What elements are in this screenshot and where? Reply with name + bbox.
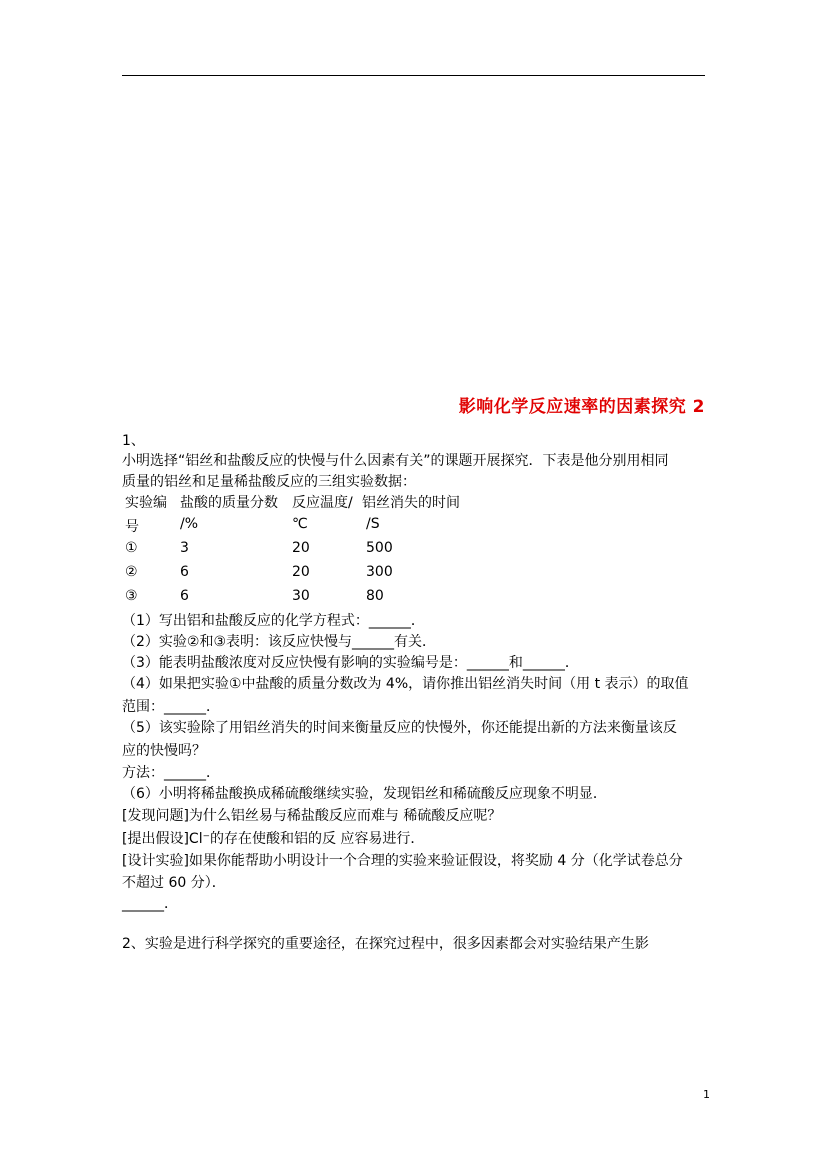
q1-intro-line1: 小明选择“铝丝和盐酸反应的快慢与什么因素有关”的课题开展探究．下表是他分别用相同 — [122, 453, 669, 469]
q2-text: 2、实验是进行科学探究的重要途径，在探究过程中，很多因素都会对实验结果产生影 — [122, 936, 649, 952]
q1-answer-blank: ______． — [122, 896, 178, 912]
table-header-cell: 盐酸的质量分数 — [180, 495, 278, 511]
q1-design-line1: [设计实验]如果你能帮助小明设计一个合理的实验来验证假设，将奖励 4 分（化学试卷总分 — [122, 853, 683, 869]
table-row — [122, 588, 522, 612]
table-cell: 300 — [366, 564, 393, 580]
q1-sub3: （3）能表明盐酸浓度对反应快慢有影响的实验编号是：______和______． — [122, 655, 579, 671]
q1-hypothesis: [提出假设]Cl⁻的存在使酸和铝的反 应容易进行． — [122, 831, 425, 847]
table-header-cell: /S — [366, 516, 380, 532]
q1-method: 方法：______． — [122, 765, 220, 781]
q1-design-line2: 不超过 60 分）． — [122, 875, 226, 891]
q1-discover: [发现问题]为什么铝丝易与稀盐酸反应而难与 稀硫酸反应呢？ — [122, 808, 502, 824]
table-cell: 6 — [180, 564, 189, 580]
table-row — [122, 540, 522, 564]
q1-sub5-line2: 应的快慢吗？ — [122, 743, 206, 759]
page-number: 1 — [703, 1088, 710, 1101]
table-header-cell: /% — [180, 516, 199, 532]
q1-intro-line2: 质量的铝丝和足量稀盐酸反应的三组实验数据： — [122, 474, 416, 490]
table-header-row-1 — [122, 492, 522, 516]
table-cell: 30 — [292, 588, 310, 604]
table-header-cell: 反应温度/ — [292, 495, 353, 511]
table-cell: 20 — [292, 540, 310, 556]
data-table — [122, 492, 522, 612]
table-cell: 500 — [366, 540, 393, 556]
table-row — [122, 564, 522, 588]
table-cell: 20 — [292, 564, 310, 580]
table-header-row-2 — [122, 516, 522, 540]
table-cell: 3 — [180, 540, 189, 556]
table-cell: ① — [125, 540, 138, 556]
q1-sub4-line1: （4）如果把实验①中盐酸的质量分数改为 4%，请你推出铝丝消失时间（用 t 表示）的取值 — [122, 676, 689, 692]
q1-sub5-line1: （5）该实验除了用铝丝消失的时间来衡量反应的快慢外，你还能提出新的方法来衡量该反 — [122, 720, 677, 736]
table-header-cell: 铝丝消失的时间 — [362, 495, 460, 511]
table-cell: ② — [125, 564, 138, 580]
q1-number: 1、 — [122, 433, 145, 449]
q1-sub1: （1）写出铝和盐酸反应的化学方程式：______． — [122, 613, 425, 629]
q1-sub4-line2: 范围：______． — [122, 699, 220, 715]
table-header-cell: 号 — [125, 519, 139, 535]
page-title: 影响化学反应速率的因素探究 2 — [458, 397, 705, 417]
table-header-cell: ℃ — [292, 516, 308, 532]
table-cell: ③ — [125, 588, 138, 604]
table-cell: 80 — [366, 588, 384, 604]
q1-sub6: （6）小明将稀盐酸换成稀硫酸继续实验，发现铝丝和稀硫酸反应现象不明显． — [122, 786, 607, 802]
header-rule — [122, 75, 705, 76]
table-header-cell: 实验编 — [125, 495, 167, 511]
table-cell: 6 — [180, 588, 189, 604]
q1-sub2: （2）实验②和③表明：该反应快慢与______有关． — [122, 634, 437, 650]
